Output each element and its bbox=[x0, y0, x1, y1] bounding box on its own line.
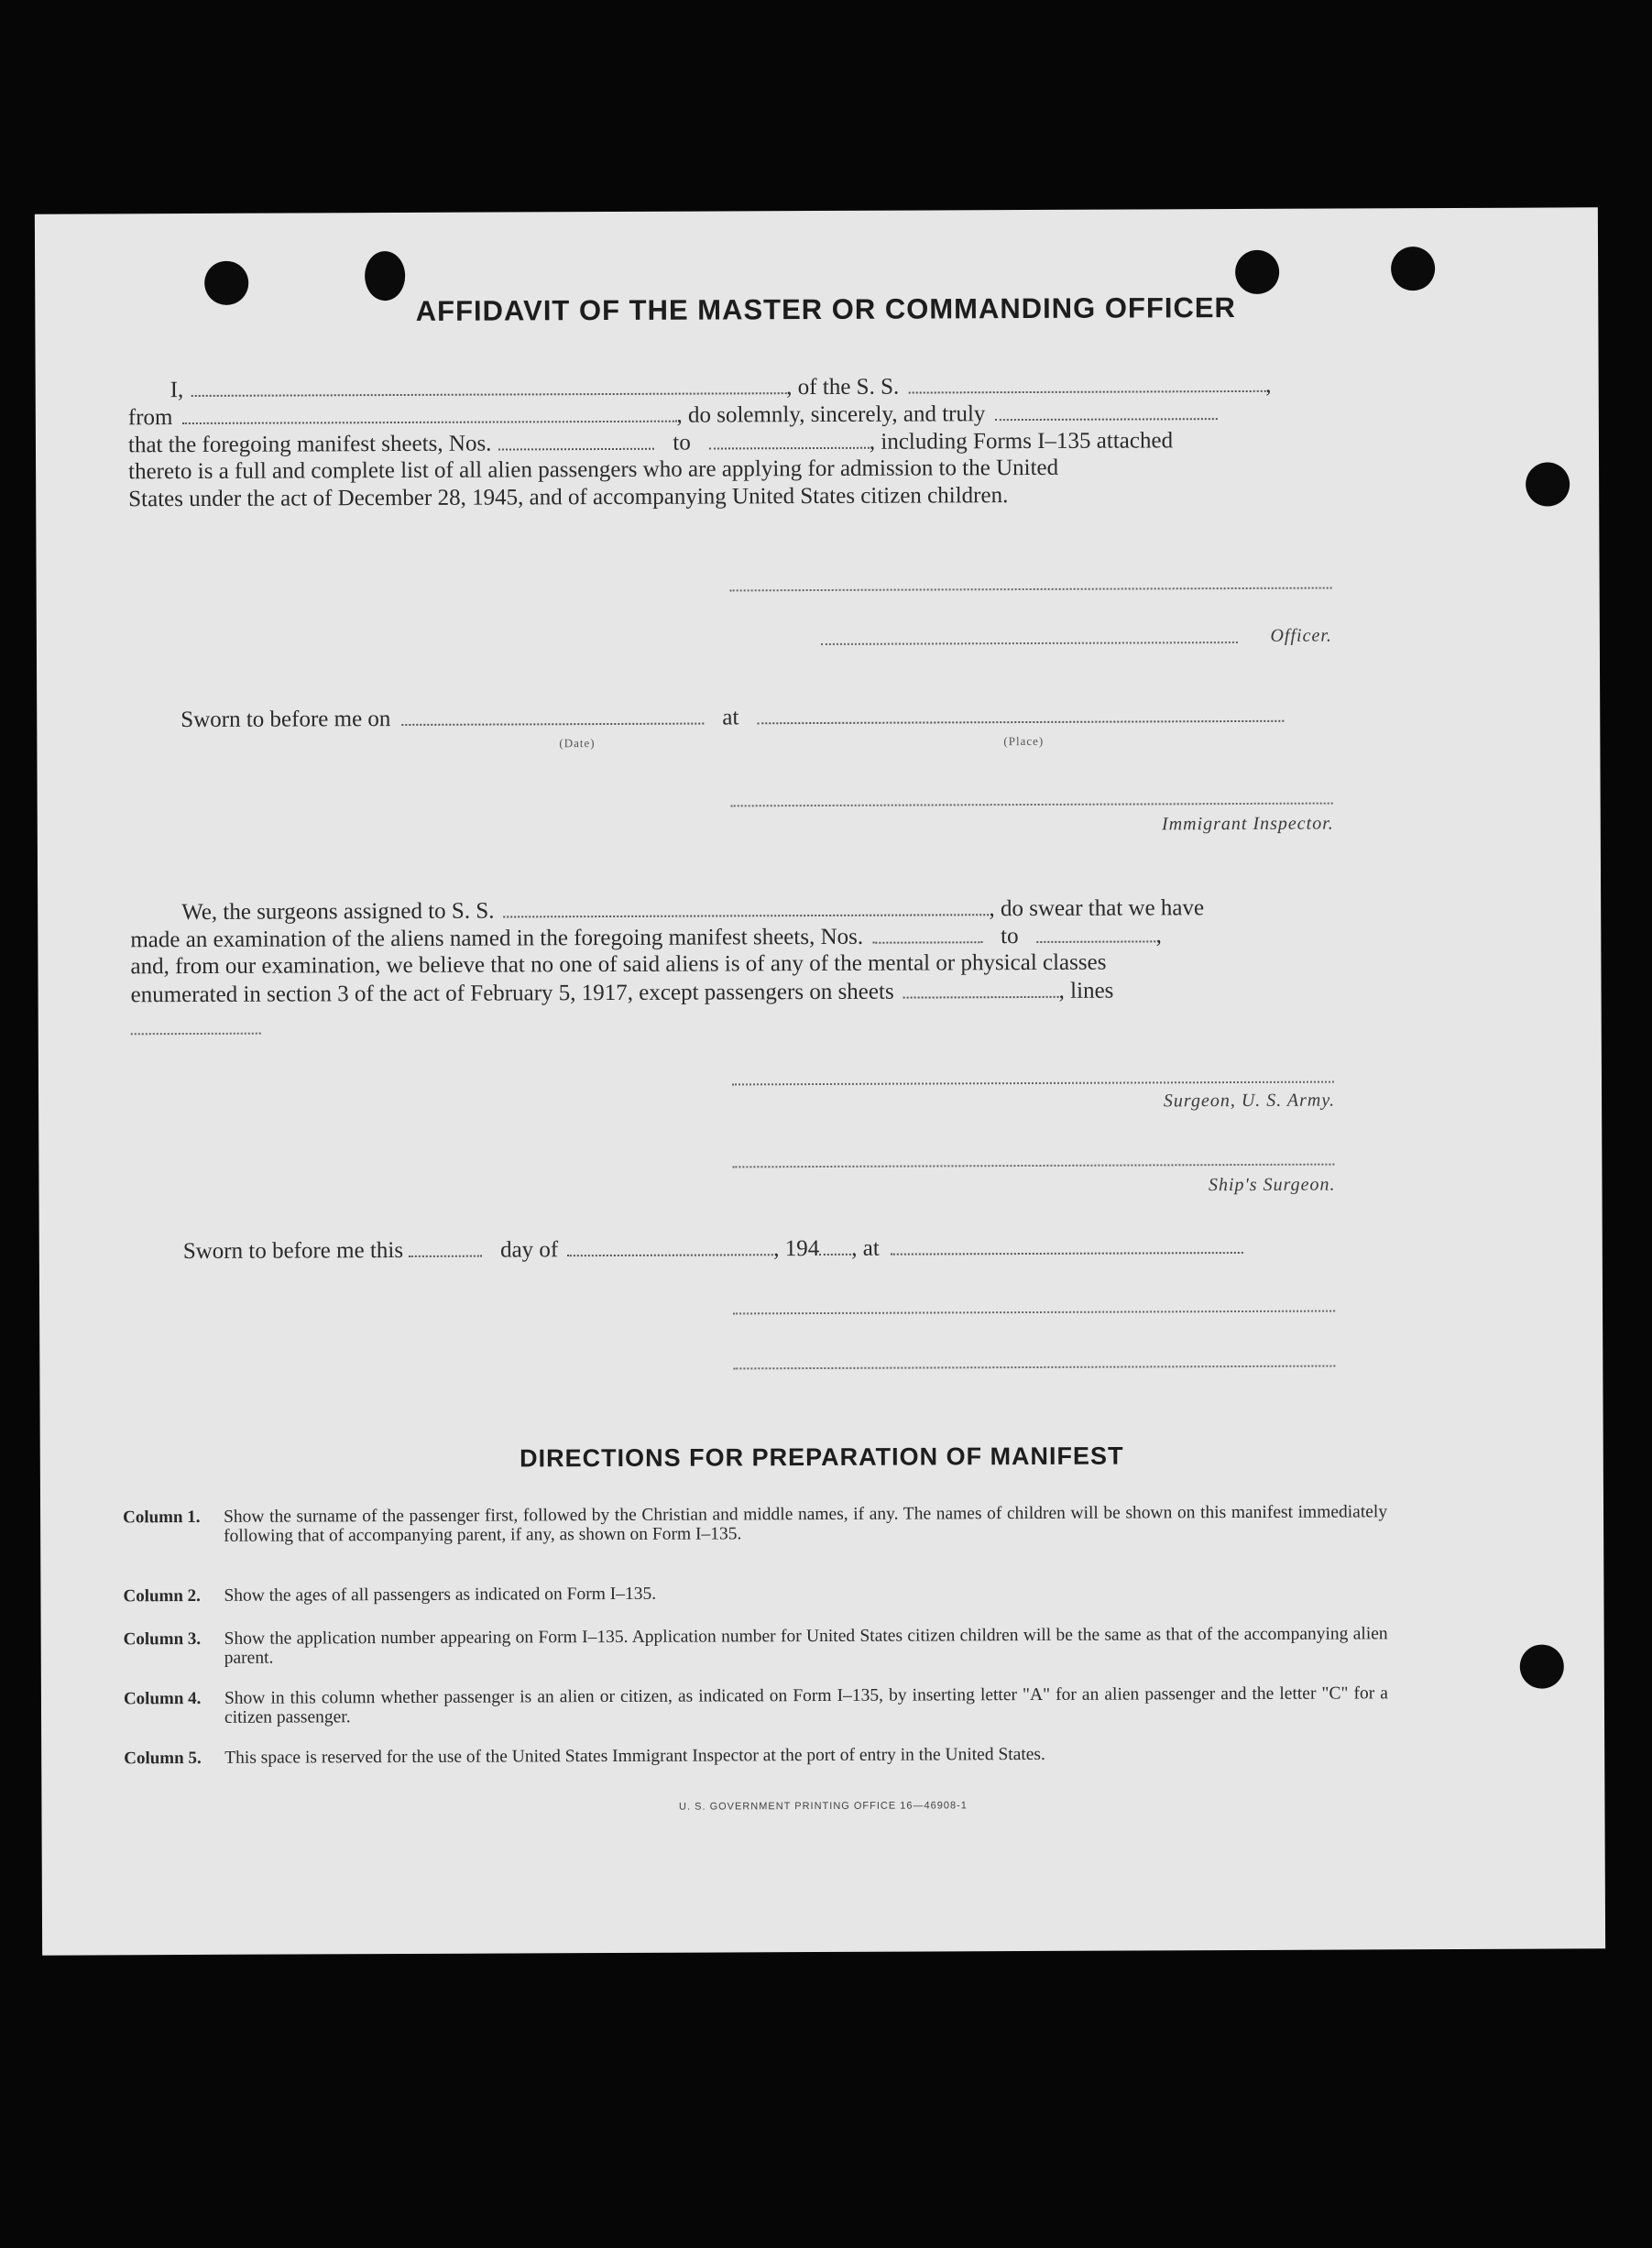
text: , 194 bbox=[773, 1236, 820, 1262]
column-text: Show the surname of the passenger first, followed by the Christian and middle names, if any. The names of children will be shown on this manifest immediately following that of accompanying parent, if any, as shown on Form I–135. bbox=[224, 1502, 1388, 1546]
directions-title: DIRECTIONS FOR PREPARATION OF MANIFEST bbox=[519, 1442, 1124, 1473]
sworn-line-1 bbox=[181, 702, 1284, 735]
sworn-month-field[interactable] bbox=[567, 1235, 773, 1256]
date-caption: (Date) bbox=[559, 736, 596, 751]
text: day of bbox=[499, 1237, 559, 1263]
sworn-year-field[interactable] bbox=[819, 1235, 851, 1256]
column-text: Show in this column whether passenger is an alien or citizen, as indicated on Form I–135, by inserting letter "A" for an alien passenger and the letter "C" for a citizen passenger. bbox=[224, 1683, 1388, 1727]
sheet-from-field[interactable] bbox=[498, 430, 654, 451]
except-sheets-field[interactable] bbox=[903, 978, 1059, 999]
column-instruction bbox=[124, 1624, 1388, 1668]
sheet-to-field[interactable] bbox=[709, 429, 870, 450]
punch-hole bbox=[1526, 462, 1570, 506]
column-text: This space is reserved for the use of the United States Immigrant Inspector at the port of entry in the United States. bbox=[224, 1744, 1045, 1768]
sworn-day-field[interactable] bbox=[409, 1237, 482, 1257]
from-field[interactable] bbox=[181, 402, 676, 424]
text: to bbox=[1001, 924, 1019, 949]
column-label: Column 2. bbox=[123, 1585, 201, 1606]
column-text: Show the ages of all passengers as indicated on Form I–135. bbox=[224, 1584, 657, 1606]
inspector-caption: Immigrant Inspector. bbox=[1161, 813, 1334, 835]
signature-line[interactable] bbox=[730, 587, 1332, 592]
text: , bbox=[1265, 372, 1272, 398]
surgeons-line-3: and, from our examination, we believe that no one of said aliens is of any of the mental or physical classes bbox=[130, 949, 1107, 980]
surgeon-sheet-to-field[interactable] bbox=[1036, 922, 1155, 943]
text: enumerated in section 3 of the act of February 5, 1917, except passengers on sheets bbox=[130, 979, 894, 1008]
column-instruction bbox=[124, 1743, 1388, 1768]
column-instruction bbox=[123, 1581, 1387, 1606]
name-field[interactable] bbox=[191, 374, 786, 397]
printing-office-imprint: U. S. GOVERNMENT PRINTING OFFICE 16—46908-1 bbox=[679, 1800, 968, 1813]
signature-line[interactable] bbox=[732, 1081, 1334, 1086]
sworn2-place-field[interactable] bbox=[891, 1234, 1243, 1256]
punch-hole bbox=[365, 251, 405, 301]
text: to bbox=[673, 430, 691, 455]
text: , bbox=[1155, 923, 1162, 949]
text: made an examination of the aliens named in the foregoing manifest sheets, Nos. bbox=[130, 924, 864, 953]
punch-hole bbox=[1235, 250, 1279, 294]
officer-caption: Officer. bbox=[1270, 625, 1332, 646]
affidavit-line-5: States under the act of December 28, 1945, and of accompanying United States citizen children. bbox=[128, 483, 1009, 512]
surgeons-line-4 bbox=[131, 978, 1114, 1011]
text: , of the S. S. bbox=[786, 374, 900, 400]
sworn-place-field[interactable] bbox=[757, 702, 1284, 725]
ship-surgeon-caption: Ship's Surgeon. bbox=[1208, 1174, 1336, 1196]
affidavit-title: AFFIDAVIT OF THE MASTER OR COMMANDING OFFICER bbox=[415, 291, 1236, 327]
column-instruction bbox=[124, 1683, 1388, 1727]
text: , at bbox=[851, 1235, 880, 1261]
column-instruction bbox=[123, 1502, 1387, 1546]
surgeon-sheet-from-field[interactable] bbox=[872, 923, 982, 944]
affirm-field[interactable] bbox=[994, 400, 1217, 421]
text: that the foregoing manifest sheets, Nos. bbox=[127, 431, 492, 458]
column-label: Column 4. bbox=[123, 1688, 202, 1709]
text: , including Forms I–135 attached bbox=[869, 428, 1174, 455]
sworn-date-field[interactable] bbox=[401, 705, 704, 726]
lines-field[interactable] bbox=[131, 1033, 261, 1036]
text: at bbox=[722, 705, 739, 730]
punch-hole bbox=[1520, 1644, 1564, 1688]
signature-line[interactable] bbox=[733, 1310, 1335, 1315]
affidavit-line-4: thereto is a full and complete list of all alien passengers who are applying for admission to the United bbox=[128, 455, 1059, 485]
ship-name-field[interactable] bbox=[908, 372, 1265, 394]
text: I, bbox=[170, 378, 184, 403]
text: , lines bbox=[1058, 978, 1114, 1003]
surgeon-ship-field[interactable] bbox=[503, 895, 989, 917]
signature-line[interactable] bbox=[732, 1164, 1334, 1168]
sworn-line-2 bbox=[183, 1234, 1243, 1267]
signature-line[interactable] bbox=[821, 642, 1238, 645]
signature-line[interactable] bbox=[733, 1365, 1335, 1370]
place-caption: (Place) bbox=[1003, 733, 1045, 749]
punch-hole bbox=[1391, 247, 1435, 291]
army-surgeon-caption: Surgeon, U. S. Army. bbox=[1163, 1090, 1336, 1112]
text: , do solemnly, sincerely, and truly bbox=[676, 401, 986, 428]
signature-line[interactable] bbox=[731, 803, 1333, 807]
text: Sworn to before me this bbox=[182, 1237, 404, 1265]
text: , do swear that we have bbox=[989, 895, 1205, 922]
text: Sworn to before me on bbox=[181, 707, 391, 733]
text: We, the surgeons assigned to S. S. bbox=[181, 898, 495, 926]
column-label: Column 5. bbox=[124, 1748, 202, 1769]
text: from bbox=[127, 405, 173, 431]
column-text: Show the application number appearing on Form I–135. Application number for United States citizen children will be the same as that of the accompanying alien parent. bbox=[224, 1624, 1388, 1668]
column-label: Column 3. bbox=[123, 1628, 202, 1650]
form-page bbox=[35, 207, 1605, 1955]
column-label: Column 1. bbox=[123, 1507, 201, 1528]
